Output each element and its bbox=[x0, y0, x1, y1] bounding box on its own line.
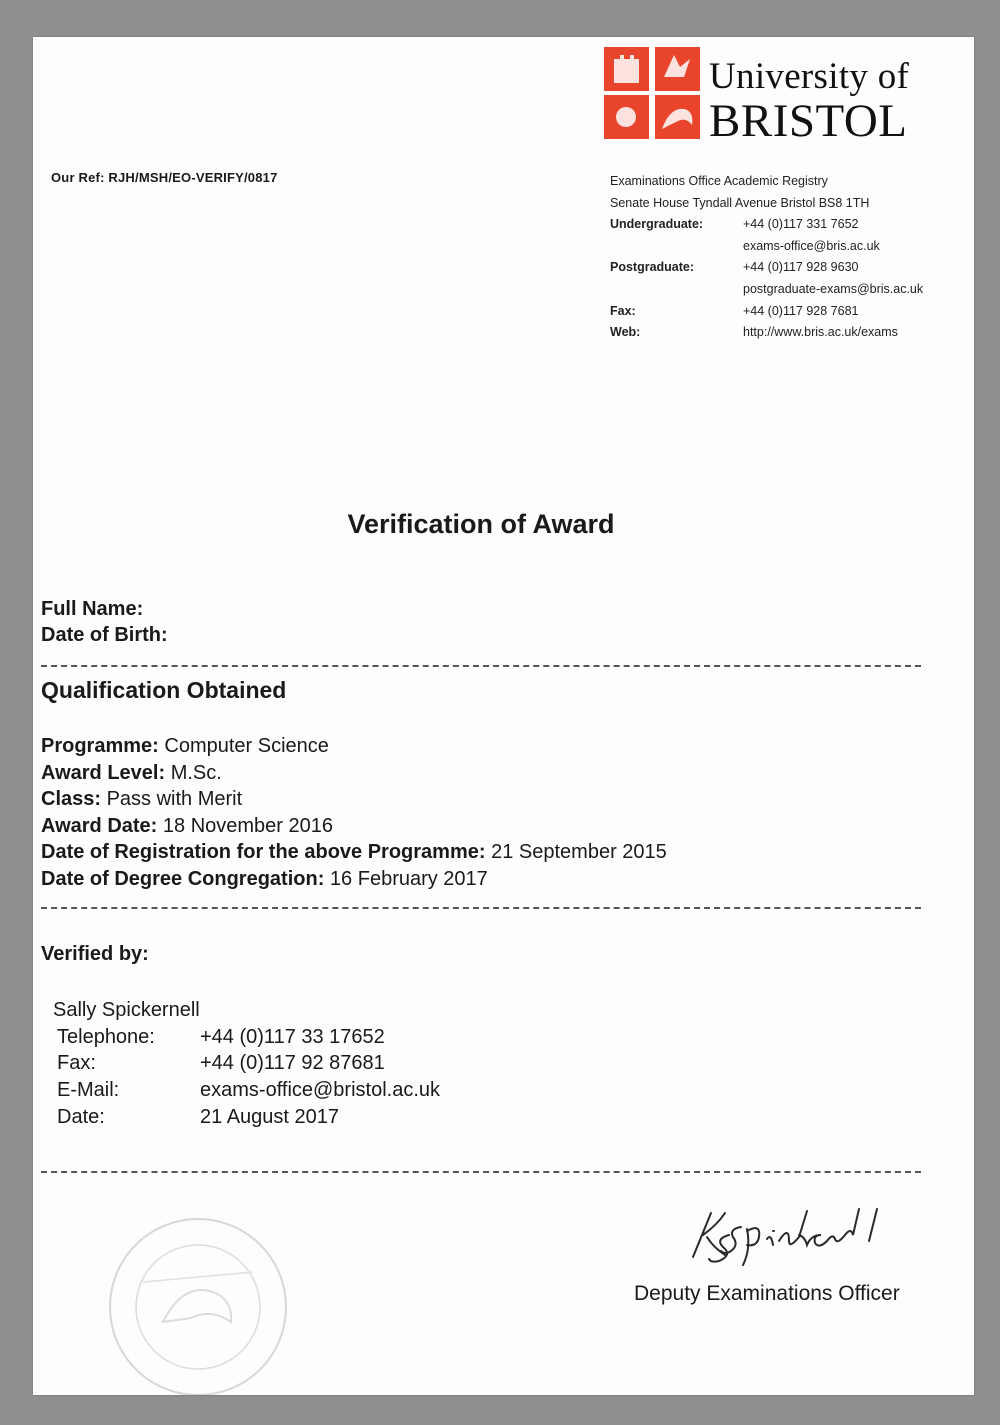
verifier-value: +44 (0)117 33 17652 bbox=[200, 1025, 385, 1048]
qualification-label: Programme: bbox=[41, 735, 159, 757]
verifier-value: +44 (0)117 92 87681 bbox=[200, 1052, 385, 1075]
qualification-value: 18 November 2016 bbox=[162, 814, 333, 837]
qualification-row bbox=[41, 839, 667, 866]
qualification-row bbox=[41, 760, 667, 787]
logo-line-1: University of bbox=[709, 56, 910, 97]
verifier-label: Telephone: bbox=[57, 1025, 155, 1048]
contact-label bbox=[610, 236, 743, 258]
qualification-row bbox=[41, 786, 667, 813]
contact-row bbox=[610, 236, 923, 258]
divider bbox=[41, 907, 921, 909]
document-title: Verification of Award bbox=[347, 509, 615, 539]
divider bbox=[41, 665, 921, 667]
verifier-label: Fax: bbox=[57, 1052, 96, 1075]
officer-title: Deputy Examinations Officer bbox=[634, 1282, 900, 1305]
office-address-block bbox=[610, 171, 923, 344]
address-line: Senate House Tyndall Avenue Bristol BS8 1TH bbox=[610, 195, 870, 210]
contact-row bbox=[610, 301, 923, 323]
qualification-value: Computer Science bbox=[164, 735, 329, 757]
verified-by-heading: Verified by: bbox=[41, 943, 149, 965]
divider bbox=[41, 1171, 921, 1173]
contact-label bbox=[610, 279, 743, 301]
verifier-row bbox=[53, 1050, 440, 1077]
section-heading: Qualification Obtained bbox=[41, 677, 287, 703]
contact-value: +44 (0)117 928 7681 bbox=[743, 303, 859, 318]
contact-row bbox=[610, 257, 923, 279]
contact-row bbox=[610, 279, 923, 301]
verifier-value: 21 August 2017 bbox=[200, 1105, 340, 1128]
university-wordmark bbox=[709, 57, 909, 145]
signature-image bbox=[681, 1205, 901, 1267]
verifier-row bbox=[53, 1104, 440, 1131]
date-of-birth-label: Date of Birth: bbox=[41, 624, 168, 646]
qualification-value: Pass with Merit bbox=[106, 788, 243, 810]
qualification-value: 16 February 2017 bbox=[329, 867, 488, 890]
verifier-name: Sally Spickernell bbox=[53, 999, 200, 1021]
contact-row bbox=[610, 322, 923, 344]
contact-label: Postgraduate: bbox=[610, 260, 695, 275]
document-page bbox=[33, 37, 974, 1395]
qualification-value: 21 September 2015 bbox=[491, 841, 667, 863]
contact-value: postgraduate-exams@bris.ac.uk bbox=[743, 281, 924, 296]
contact-value: +44 (0)117 331 7652 bbox=[743, 217, 859, 232]
logo-line-2: BRISTOL bbox=[709, 95, 908, 147]
qualification-label: Class: bbox=[41, 788, 102, 810]
university-shield-logo bbox=[604, 47, 700, 139]
contact-label: Undergraduate: bbox=[610, 217, 704, 232]
full-name-field bbox=[41, 598, 143, 621]
reference-number: Our Ref: RJH/MSH/EO-VERIFY/0817 bbox=[51, 170, 278, 185]
address-line: Examinations Office Academic Registry bbox=[610, 174, 828, 188]
full-name-label: Full Name: bbox=[41, 598, 144, 620]
qualification-label: Date of Registration for the above Programme: bbox=[41, 841, 486, 863]
contact-value: exams-office@bris.ac.uk bbox=[743, 238, 880, 253]
qualification-row bbox=[41, 813, 667, 840]
verifier-label: Date: bbox=[57, 1105, 105, 1128]
verifier-value: exams-office@bristol.ac.uk bbox=[200, 1079, 441, 1102]
contact-label: Web: bbox=[610, 325, 641, 340]
qualification-value: M.Sc. bbox=[170, 761, 222, 784]
contact-label: Fax: bbox=[610, 303, 636, 318]
verifier-contact-block bbox=[53, 997, 440, 1131]
qualification-label: Date of Degree Congregation: bbox=[41, 867, 325, 890]
verifier-row bbox=[53, 1077, 440, 1104]
verifier-label: E-Mail: bbox=[57, 1079, 120, 1102]
qualification-details bbox=[41, 733, 667, 892]
verifier-row bbox=[53, 1024, 440, 1051]
qualification-row bbox=[41, 733, 667, 760]
qualification-label: Award Level: bbox=[41, 761, 166, 784]
qualification-label: Award Date: bbox=[41, 814, 158, 837]
contact-value: +44 (0)117 928 9630 bbox=[743, 260, 859, 275]
qualification-row bbox=[41, 866, 667, 893]
date-of-birth-field bbox=[41, 624, 168, 647]
contact-row bbox=[610, 214, 923, 236]
contact-value: http://www.bris.ac.uk/exams bbox=[743, 325, 898, 340]
university-seal-icon bbox=[103, 1212, 293, 1402]
